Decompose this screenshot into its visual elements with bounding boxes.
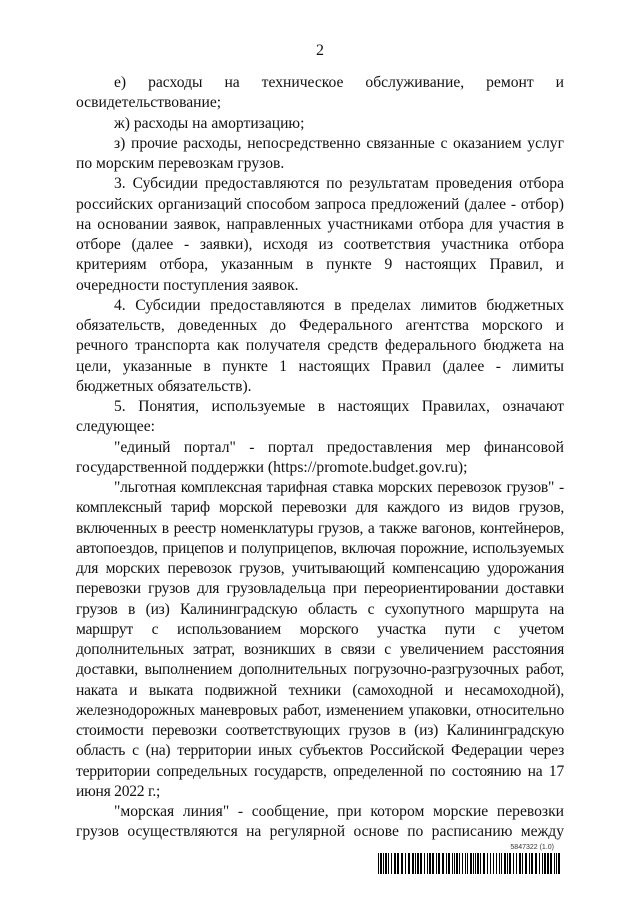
paragraph-clause-4: 4. Субсидии предоставляются в пределах лимитов бюджетных обязательств, доведенных до Федерального агентства морского и речного транспорта как получателя средств федерального бюджета на цели, указанные в пункте 1 настоящих Правил (далее - лимиты бюджетных обязательств). [76, 296, 564, 395]
paragraph-item-z: з) прочие расходы, непосредственно связанные с оказанием услуг по морским перевозкам грузов. [76, 134, 564, 172]
document-barcode [378, 842, 562, 874]
paragraph-definition-sea-line: "морская линия" - сообщение, при котором морские перевозки грузов осуществляются на регулярной основе по расписанию между [76, 803, 564, 841]
paragraph-item-zh: ж) расходы на амортизацию; [114, 114, 305, 132]
page-number: 2 [316, 42, 324, 59]
document-body [76, 73, 564, 843]
barcode-icon [378, 853, 562, 874]
barcode-number: 5847322 (1.0) [510, 844, 554, 851]
paragraph-clause-5: 5. Понятия, используемые в настоящих Правилах, означают следующее: [76, 398, 564, 436]
paragraph-clause-3: 3. Субсидии предоставляются по результатам проведения отбора российских организаций способом запроса предложений (далее - отбор) на основании заявок, направленных участниками отбора для участия в отборе (далее - заявки), исходя из соответствия участника отбора критериям отбора, указанным в пункте 9 настоящих Правил, и очередности поступления заявок. [76, 175, 564, 294]
paragraph-item-e: е) расходы на техническое обслуживание, ремонт и освидетельствование; [76, 74, 564, 112]
paragraph-definition-tariff: "льготная комплексная тарифная ставка морских перевозок грузов" - комплексный тариф морской перевозки для каждого из видов грузов, включенных в реестр номенклатуры грузов, а также вагонов, контейнеров, автопоездов, прицепов и полуприцепов, включая порожние, используемых для морских перевозок грузов, учитывающий компенсацию удорожания перевозки грузов для грузовладельца при переориентировании доставки грузов в (из) Калининградскую область с сухопутного маршрута на маршрут с использованием морского участка пути с учетом дополнительных затрат, возникших в связи с увеличением расстояния доставки, выполнением дополнительных погрузочно-разгрузочных работ, наката и выката подвижной техники (самоходной и несамоходной), железнодорожных маневровых работ, изменением упаковки, относительно стоимости перевозки соответствующих грузов в (из) Калининградскую область с (на) территории иных субъектов Российской Федерации через территории сопредельных государств, определенной по состоянию на 17 июня 2022 г.; [76, 479, 564, 800]
paragraph-definition-portal: "единый портал" - портал предоставления мер финансовой государственной поддержки (https://promote.budget.gov.ru); [76, 438, 564, 476]
